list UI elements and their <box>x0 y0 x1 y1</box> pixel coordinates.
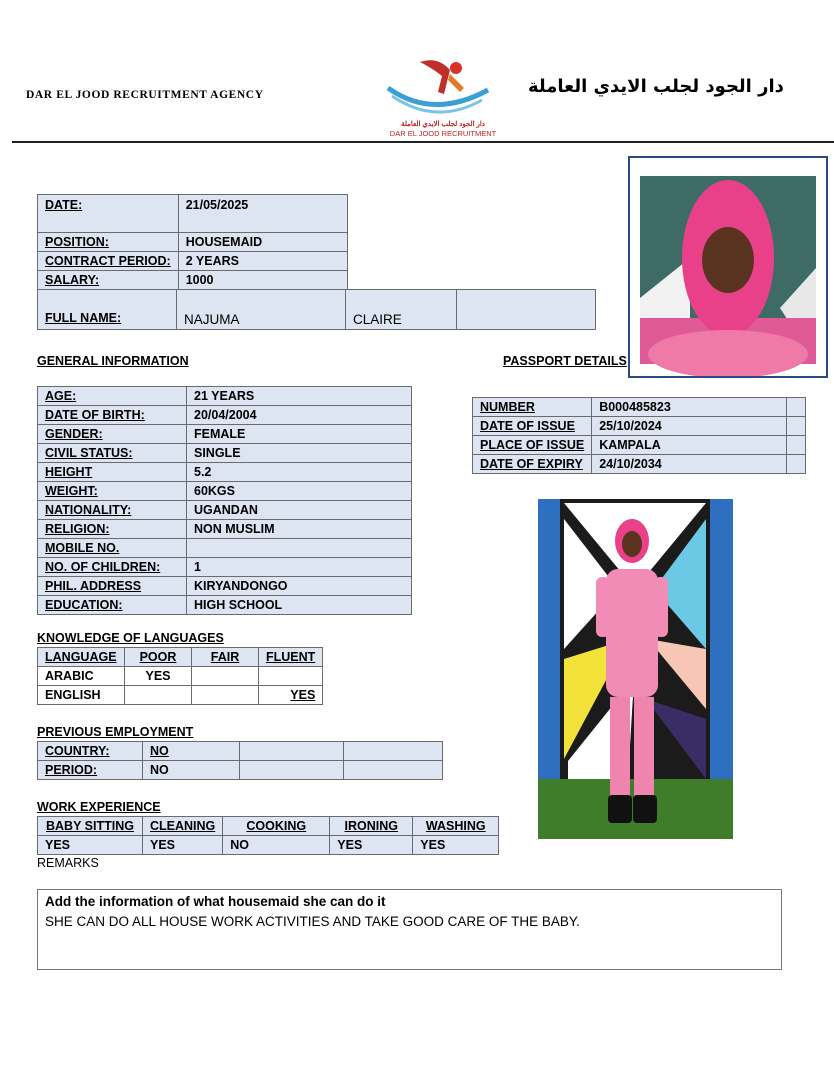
country-value: NO <box>143 742 240 761</box>
country-extra-1 <box>240 742 344 761</box>
general-info-label: CIVIL STATUS: <box>38 444 187 463</box>
lang-row-language: ENGLISH <box>38 686 125 705</box>
passport-value: 25/10/2024 <box>592 417 787 436</box>
passport-row <box>473 417 806 436</box>
general-info-row <box>38 406 412 425</box>
date-value: 21/05/2025 <box>178 195 347 233</box>
agency-name-ar: دار الجود لجلب الايدي العاملة <box>528 76 784 97</box>
work-header-washing: WASHING <box>413 817 499 836</box>
general-info-row <box>38 596 412 615</box>
general-info-row <box>38 520 412 539</box>
work-value-ironing: YES <box>330 836 413 855</box>
general-info-value: 60KGS <box>187 482 412 501</box>
previous-employment-title: PREVIOUS EMPLOYMENT <box>37 725 194 739</box>
general-info-label: RELIGION: <box>38 520 187 539</box>
general-info-value: UGANDAN <box>187 501 412 520</box>
lang-row-language: ARABIC <box>38 667 125 686</box>
period-extra-2 <box>344 761 443 780</box>
info-table <box>37 194 348 290</box>
general-info-label: EDUCATION: <box>38 596 187 615</box>
lang-header-poor: POOR <box>125 648 192 667</box>
general-info-value: 20/04/2004 <box>187 406 412 425</box>
period-value: NO <box>143 761 240 780</box>
lang-row-poor <box>125 686 192 705</box>
work-experience-table <box>37 816 499 855</box>
fullname-label: FULL NAME: <box>38 290 177 330</box>
passport-value: 24/10/2034 <box>592 455 787 474</box>
general-info-value: FEMALE <box>187 425 412 444</box>
general-info-value: 1 <box>187 558 412 577</box>
general-info-row <box>38 539 412 558</box>
general-info-table <box>37 386 412 615</box>
remarks-text: SHE CAN DO ALL HOUSE WORK ACTIVITIES AND TAKE GOOD CARE OF THE BABY. <box>45 914 580 929</box>
general-info-label: NO. OF CHILDREN: <box>38 558 187 577</box>
general-info-value: SINGLE <box>187 444 412 463</box>
general-info-row <box>38 444 412 463</box>
contract-label: CONTRACT PERIOD: <box>38 252 179 271</box>
lang-row-poor: YES <box>125 667 192 686</box>
header-divider <box>12 141 834 143</box>
general-info-label: PHIL. ADDRESS <box>38 577 187 596</box>
lang-row-fair <box>192 686 259 705</box>
general-info-label: AGE: <box>38 387 187 406</box>
passport-value: KAMPALA <box>592 436 787 455</box>
work-header-ironing: IRONING <box>330 817 413 836</box>
passport-label: DATE OF EXPIRY <box>473 455 592 474</box>
work-header-cleaning: CLEANING <box>143 817 223 836</box>
general-info-value: 21 YEARS <box>187 387 412 406</box>
logo-mark <box>378 50 508 120</box>
work-value-cooking: NO <box>223 836 330 855</box>
fullname-extra-cell <box>457 290 596 330</box>
passport-extra-cell <box>787 398 806 417</box>
period-label: PERIOD: <box>38 761 143 780</box>
general-info-label: WEIGHT: <box>38 482 187 501</box>
portrait-photo <box>628 156 828 378</box>
general-info-value <box>187 539 412 558</box>
passport-extra-cell <box>787 436 806 455</box>
logo-text-ar: دار الجود لجلب الايدي العاملة <box>401 121 485 128</box>
previous-employment-table <box>37 741 443 780</box>
lang-row-fluent: YES <box>259 686 323 705</box>
period-extra-1 <box>240 761 344 780</box>
general-info-label: HEIGHT <box>38 463 187 482</box>
last-name: CLAIRE <box>346 290 457 330</box>
full-body-photo <box>538 499 733 839</box>
passport-value: B000485823 <box>592 398 787 417</box>
passport-label: DATE OF ISSUE <box>473 417 592 436</box>
general-info-row <box>38 463 412 482</box>
general-info-label: NATIONALITY: <box>38 501 187 520</box>
country-label: COUNTRY: <box>38 742 143 761</box>
fullname-table <box>37 289 596 330</box>
agency-name-en: DAR EL JOOD RECRUITMENT AGENCY <box>26 89 264 101</box>
passport-label: NUMBER <box>473 398 592 417</box>
work-experience-title: WORK EXPERIENCE <box>37 800 161 814</box>
general-info-value: HIGH SCHOOL <box>187 596 412 615</box>
passport-row <box>473 455 806 474</box>
passport-label: PLACE OF ISSUE <box>473 436 592 455</box>
logo-text-en: DAR EL JOOD RECRUITMENT <box>389 129 497 138</box>
lang-header-fluent: FLUENT <box>259 648 323 667</box>
salary-label: SALARY: <box>38 271 179 290</box>
general-info-row <box>38 482 412 501</box>
salary-value: 1000 <box>178 271 347 290</box>
contract-value: 2 YEARS <box>178 252 347 271</box>
general-info-label: MOBILE NO. <box>38 539 187 558</box>
lang-row-fluent <box>259 667 323 686</box>
general-info-label: GENDER: <box>38 425 187 444</box>
languages-table <box>37 647 323 705</box>
passport-row <box>473 436 806 455</box>
general-info-value: 5.2 <box>187 463 412 482</box>
general-info-value: KIRYANDONGO <box>187 577 412 596</box>
work-header-cooking: COOKING <box>223 817 330 836</box>
languages-title: KNOWLEDGE OF LANGUAGES <box>37 631 224 645</box>
position-value: HOUSEMAID <box>178 233 347 252</box>
general-info-row <box>38 577 412 596</box>
passport-title: PASSPORT DETAILS <box>503 354 627 368</box>
country-extra-2 <box>344 742 443 761</box>
first-name: NAJUMA <box>177 290 346 330</box>
remarks-title: Add the information of what housemaid she can do it <box>45 894 386 909</box>
general-info-title: GENERAL INFORMATION <box>37 354 189 368</box>
passport-extra-cell <box>787 417 806 436</box>
general-info-row <box>38 558 412 577</box>
agency-logo <box>378 50 508 142</box>
general-info-label: DATE OF BIRTH: <box>38 406 187 425</box>
lang-header-language: LANGUAGE <box>38 648 125 667</box>
remarks-label: REMARKS <box>37 856 99 870</box>
work-header-baby-sitting: BABY SITTING <box>38 817 143 836</box>
lang-header-fair: FAIR <box>192 648 259 667</box>
remarks-box <box>37 889 782 970</box>
general-info-row <box>38 387 412 406</box>
general-info-row <box>38 501 412 520</box>
work-value-washing: YES <box>413 836 499 855</box>
work-value-cleaning: YES <box>143 836 223 855</box>
lang-row-fair <box>192 667 259 686</box>
work-value-baby-sitting: YES <box>38 836 143 855</box>
position-label: POSITION: <box>38 233 179 252</box>
date-label: DATE: <box>38 195 179 233</box>
general-info-row <box>38 425 412 444</box>
passport-extra-cell <box>787 455 806 474</box>
passport-table <box>472 397 806 474</box>
passport-row <box>473 398 806 417</box>
general-info-value: NON MUSLIM <box>187 520 412 539</box>
